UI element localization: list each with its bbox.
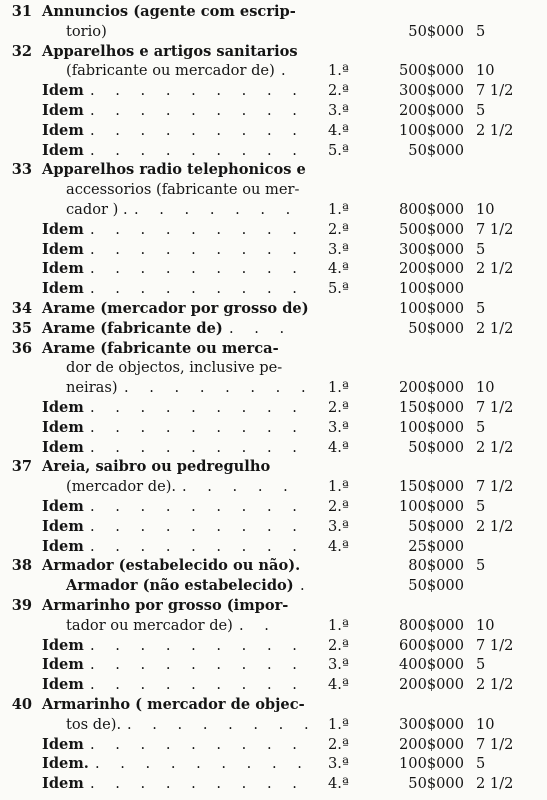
table-row (0, 537, 547, 557)
table-row (0, 457, 547, 477)
entry-description: Idem (42, 517, 84, 535)
leader-dots: . . . . . . . . . (90, 121, 305, 139)
percentage: 10 (476, 616, 495, 634)
table-row (0, 774, 547, 794)
table-row (0, 141, 547, 161)
class-label: 3.ª (328, 418, 349, 436)
percentage: 7 1/2 (476, 636, 514, 654)
entry-description: Idem (42, 537, 84, 555)
table-row (0, 576, 547, 596)
table-row (0, 22, 547, 42)
table-row (0, 61, 547, 81)
entry-description: Armador (não estabelecido) (66, 577, 294, 595)
percentage: 2 1/2 (476, 676, 514, 694)
percentage: 10 (476, 62, 495, 80)
leader-dots: . . . . . . . . . (90, 82, 305, 100)
class-label: 4.ª (328, 775, 349, 793)
leader-dots: . . . . . . . . . (90, 418, 305, 436)
entry-description: Idem (42, 82, 84, 100)
tax-value: 50$000 (408, 438, 464, 456)
tax-value: 200$000 (399, 735, 464, 753)
entry-description: Idem (42, 260, 84, 278)
entry-description: Idem (42, 121, 84, 139)
leader-dots: . . . . . . . . . (90, 220, 305, 238)
table-row (0, 398, 547, 418)
percentage: 7 1/2 (476, 735, 514, 753)
entry-number: 37 (11, 458, 32, 476)
table-row (0, 299, 547, 319)
class-label: 1.ª (328, 715, 349, 733)
entry-number: 32 (11, 42, 32, 60)
percentage: 7 1/2 (476, 220, 514, 238)
entry-description: dor de objectos, inclusive pe- (66, 359, 283, 377)
entry-number: 35 (11, 319, 32, 337)
class-label: 3.ª (328, 656, 349, 674)
leader-dots: . . . . . . . . . (90, 141, 305, 159)
entry-description: Idem (42, 775, 84, 793)
entry-description: Armarinho por grosso (impor- (42, 597, 289, 614)
entry-number: 36 (11, 339, 32, 357)
table-row (0, 754, 547, 774)
tax-value: 300$000 (399, 715, 464, 733)
percentage: 2 1/2 (476, 517, 514, 535)
leader-dots: . . . . . . . . . (90, 735, 305, 753)
class-label: 3.ª (328, 517, 349, 535)
tax-value: 800$000 (399, 616, 464, 634)
table-row (0, 596, 547, 616)
entry-description: Annuncios (agente com escrip- (42, 3, 296, 20)
percentage: 10 (476, 379, 495, 397)
percentage: 5 (476, 557, 486, 575)
table-row (0, 160, 547, 180)
leader-dots: . . . . . . . . . (90, 240, 305, 258)
class-label: 1.ª (328, 62, 349, 80)
leader-dots: . (281, 62, 294, 80)
class-label: 3.ª (328, 102, 349, 119)
entry-description: Idem (42, 399, 84, 416)
tax-value: 100$000 (399, 280, 464, 298)
table-row (0, 636, 547, 656)
tax-value: 400$000 (399, 656, 464, 674)
tax-value: 50$000 (408, 517, 464, 535)
entry-description: Idem (42, 220, 84, 238)
percentage: 5 (476, 418, 486, 436)
table-row (0, 259, 547, 279)
table-row (0, 418, 547, 438)
leader-dots: . . . . . . . (134, 201, 299, 218)
class-label: 2.ª (328, 498, 349, 515)
table-row (0, 695, 547, 715)
percentage: 5 (476, 240, 486, 258)
class-label: 2.ª (328, 82, 349, 100)
class-label: 2.ª (328, 399, 349, 416)
table-row (0, 319, 547, 339)
table-row (0, 279, 547, 299)
entry-number: 39 (11, 597, 32, 614)
percentage: 2 1/2 (476, 319, 514, 337)
tax-value: 150$000 (399, 399, 464, 416)
table-row (0, 121, 547, 141)
tax-value: 50$000 (408, 22, 464, 40)
tax-value: 50$000 (408, 141, 464, 159)
percentage: 2 1/2 (476, 121, 514, 139)
leader-dots: . . . . . . . . . (90, 517, 305, 535)
entry-description: Arame (mercador por grosso de) (42, 300, 309, 317)
tax-value: 800$000 (399, 201, 464, 218)
class-label: 1.ª (328, 201, 349, 218)
entry-number: 40 (11, 696, 32, 713)
tax-value: 50$000 (408, 319, 464, 337)
entry-description: Idem (42, 676, 84, 694)
entry-description: (mercador de). (66, 478, 177, 496)
class-label: 4.ª (328, 438, 349, 456)
entry-description: Arame (fabricante ou merca- (42, 339, 279, 357)
leader-dots: . . . . . . . . . (90, 102, 305, 119)
leader-dots: . . . . . . . . . (90, 280, 305, 298)
entry-description: Idem (42, 141, 84, 159)
table-row (0, 220, 547, 240)
entry-description: (fabricante ou mercador de) (66, 62, 275, 80)
leader-dots: . . . . . . . . (124, 379, 314, 397)
percentage: 5 (476, 300, 486, 317)
tax-value: 200$000 (399, 102, 464, 119)
percentage: 2 1/2 (476, 260, 514, 278)
entry-description: Idem (42, 498, 84, 515)
table-row (0, 675, 547, 695)
percentage: 7 1/2 (476, 82, 514, 100)
tax-value: 100$000 (399, 300, 464, 317)
table-row (0, 735, 547, 755)
entry-description: tos de). (66, 715, 122, 733)
table-row (0, 715, 547, 735)
entry-description: neiras) (66, 379, 118, 397)
entry-description: Areia, saibro ou pedregulho (42, 458, 271, 476)
leader-dots: . . . . . . . . . (90, 775, 305, 793)
tax-value: 100$000 (399, 121, 464, 139)
tax-value: 50$000 (408, 775, 464, 793)
entry-description: Armarinho ( mercador de objec- (42, 696, 305, 713)
table-row (0, 477, 547, 497)
tax-value: 200$000 (399, 676, 464, 694)
class-label: 5.ª (328, 141, 349, 159)
class-label: 1.ª (328, 616, 349, 634)
leader-dots: . . . . . . . . . (90, 438, 305, 456)
leader-dots: . . . . . . . . . (90, 498, 305, 515)
entry-description: Idem (42, 102, 84, 119)
table-row (0, 42, 547, 62)
table-row (0, 438, 547, 458)
class-label: 2.ª (328, 735, 349, 753)
entry-number: 31 (11, 3, 32, 20)
class-label: 2.ª (328, 220, 349, 238)
class-label: 4.ª (328, 121, 349, 139)
leader-dots: . . . . . . . . . (90, 537, 305, 555)
class-label: 1.ª (328, 379, 349, 397)
entry-description: Armador (estabelecido ou não). (42, 557, 301, 575)
entry-description: torio) (66, 22, 107, 40)
entry-number: 34 (11, 300, 32, 317)
tax-value: 25$000 (408, 537, 464, 555)
class-label: 4.ª (328, 676, 349, 694)
table-row (0, 81, 547, 101)
entry-description: tador ou mercador de) (66, 616, 233, 634)
table-row (0, 378, 547, 398)
table-row (0, 655, 547, 675)
leader-dots: . . . . . . . . . (95, 755, 310, 773)
tax-value: 200$000 (399, 379, 464, 397)
tax-value: 500$000 (399, 62, 464, 80)
percentage: 5 (476, 656, 486, 674)
leader-dots: . . . . . . . . . (90, 260, 305, 278)
entry-number: 38 (11, 557, 32, 575)
entry-description: Idem (42, 280, 84, 298)
entry-description: Idem (42, 438, 84, 456)
class-label: 1.ª (328, 478, 349, 496)
tax-value: 300$000 (399, 240, 464, 258)
tax-value: 200$000 (399, 260, 464, 278)
table-row (0, 2, 547, 22)
leader-dots: . . . . . . . . . (90, 636, 305, 654)
percentage: 10 (476, 201, 495, 218)
percentage: 10 (476, 715, 495, 733)
table-row (0, 556, 547, 576)
tax-value: 100$000 (399, 755, 464, 773)
table-row (0, 358, 547, 378)
leader-dots: . . . . . . . . . (90, 676, 305, 694)
percentage: 5 (476, 22, 486, 40)
tax-value: 600$000 (399, 636, 464, 654)
tax-value: 300$000 (399, 82, 464, 100)
leader-dots: . . (239, 616, 277, 634)
tax-value: 80$000 (408, 557, 464, 575)
tax-value: 100$000 (399, 418, 464, 436)
tax-value: 150$000 (399, 478, 464, 496)
table-row (0, 517, 547, 537)
entry-description: Idem (42, 735, 84, 753)
table-row (0, 101, 547, 121)
leader-dots: . (300, 577, 313, 595)
entry-description: Idem (42, 240, 84, 258)
table-row (0, 240, 547, 260)
leader-dots: . . . . . . . . . (90, 656, 305, 674)
entry-description: Idem (42, 418, 84, 436)
percentage: 2 1/2 (476, 438, 514, 456)
table-row (0, 200, 547, 220)
table-row (0, 497, 547, 517)
percentage: 5 (476, 755, 486, 773)
entry-description: Idem (42, 656, 84, 674)
class-label: 4.ª (328, 260, 349, 278)
percentage: 7 1/2 (476, 399, 514, 416)
percentage: 2 1/2 (476, 775, 514, 793)
class-label: 3.ª (328, 755, 349, 773)
entry-description: Arame (fabricante de) (42, 319, 223, 337)
leader-dots: . . . . . (182, 478, 296, 496)
entry-description: accessorios (fabricante ou mer- (66, 181, 300, 199)
percentage: 5 (476, 498, 486, 515)
tax-value: 500$000 (399, 220, 464, 238)
leader-dots: . . . . . . . . (127, 715, 317, 733)
entry-number: 33 (11, 161, 32, 179)
entry-description: Idem. (42, 755, 89, 773)
leader-dots: . . . . . . . . . (90, 399, 305, 416)
entry-description: Apparelhos radio telephonicos e (42, 161, 306, 179)
tax-value: 100$000 (399, 498, 464, 515)
class-label: 2.ª (328, 636, 349, 654)
class-label: 4.ª (328, 537, 349, 555)
entry-description: cador ) . (66, 201, 128, 218)
entry-description: Idem (42, 636, 84, 654)
table-row (0, 339, 547, 359)
percentage: 5 (476, 102, 486, 119)
class-label: 5.ª (328, 280, 349, 298)
percentage: 7 1/2 (476, 478, 514, 496)
tax-value: 50$000 (408, 577, 464, 595)
leader-dots: . . . (229, 319, 293, 337)
class-label: 3.ª (328, 240, 349, 258)
table-row (0, 616, 547, 636)
entry-description: Apparelhos e artigos sanitarios (42, 42, 298, 60)
table-row (0, 180, 547, 200)
